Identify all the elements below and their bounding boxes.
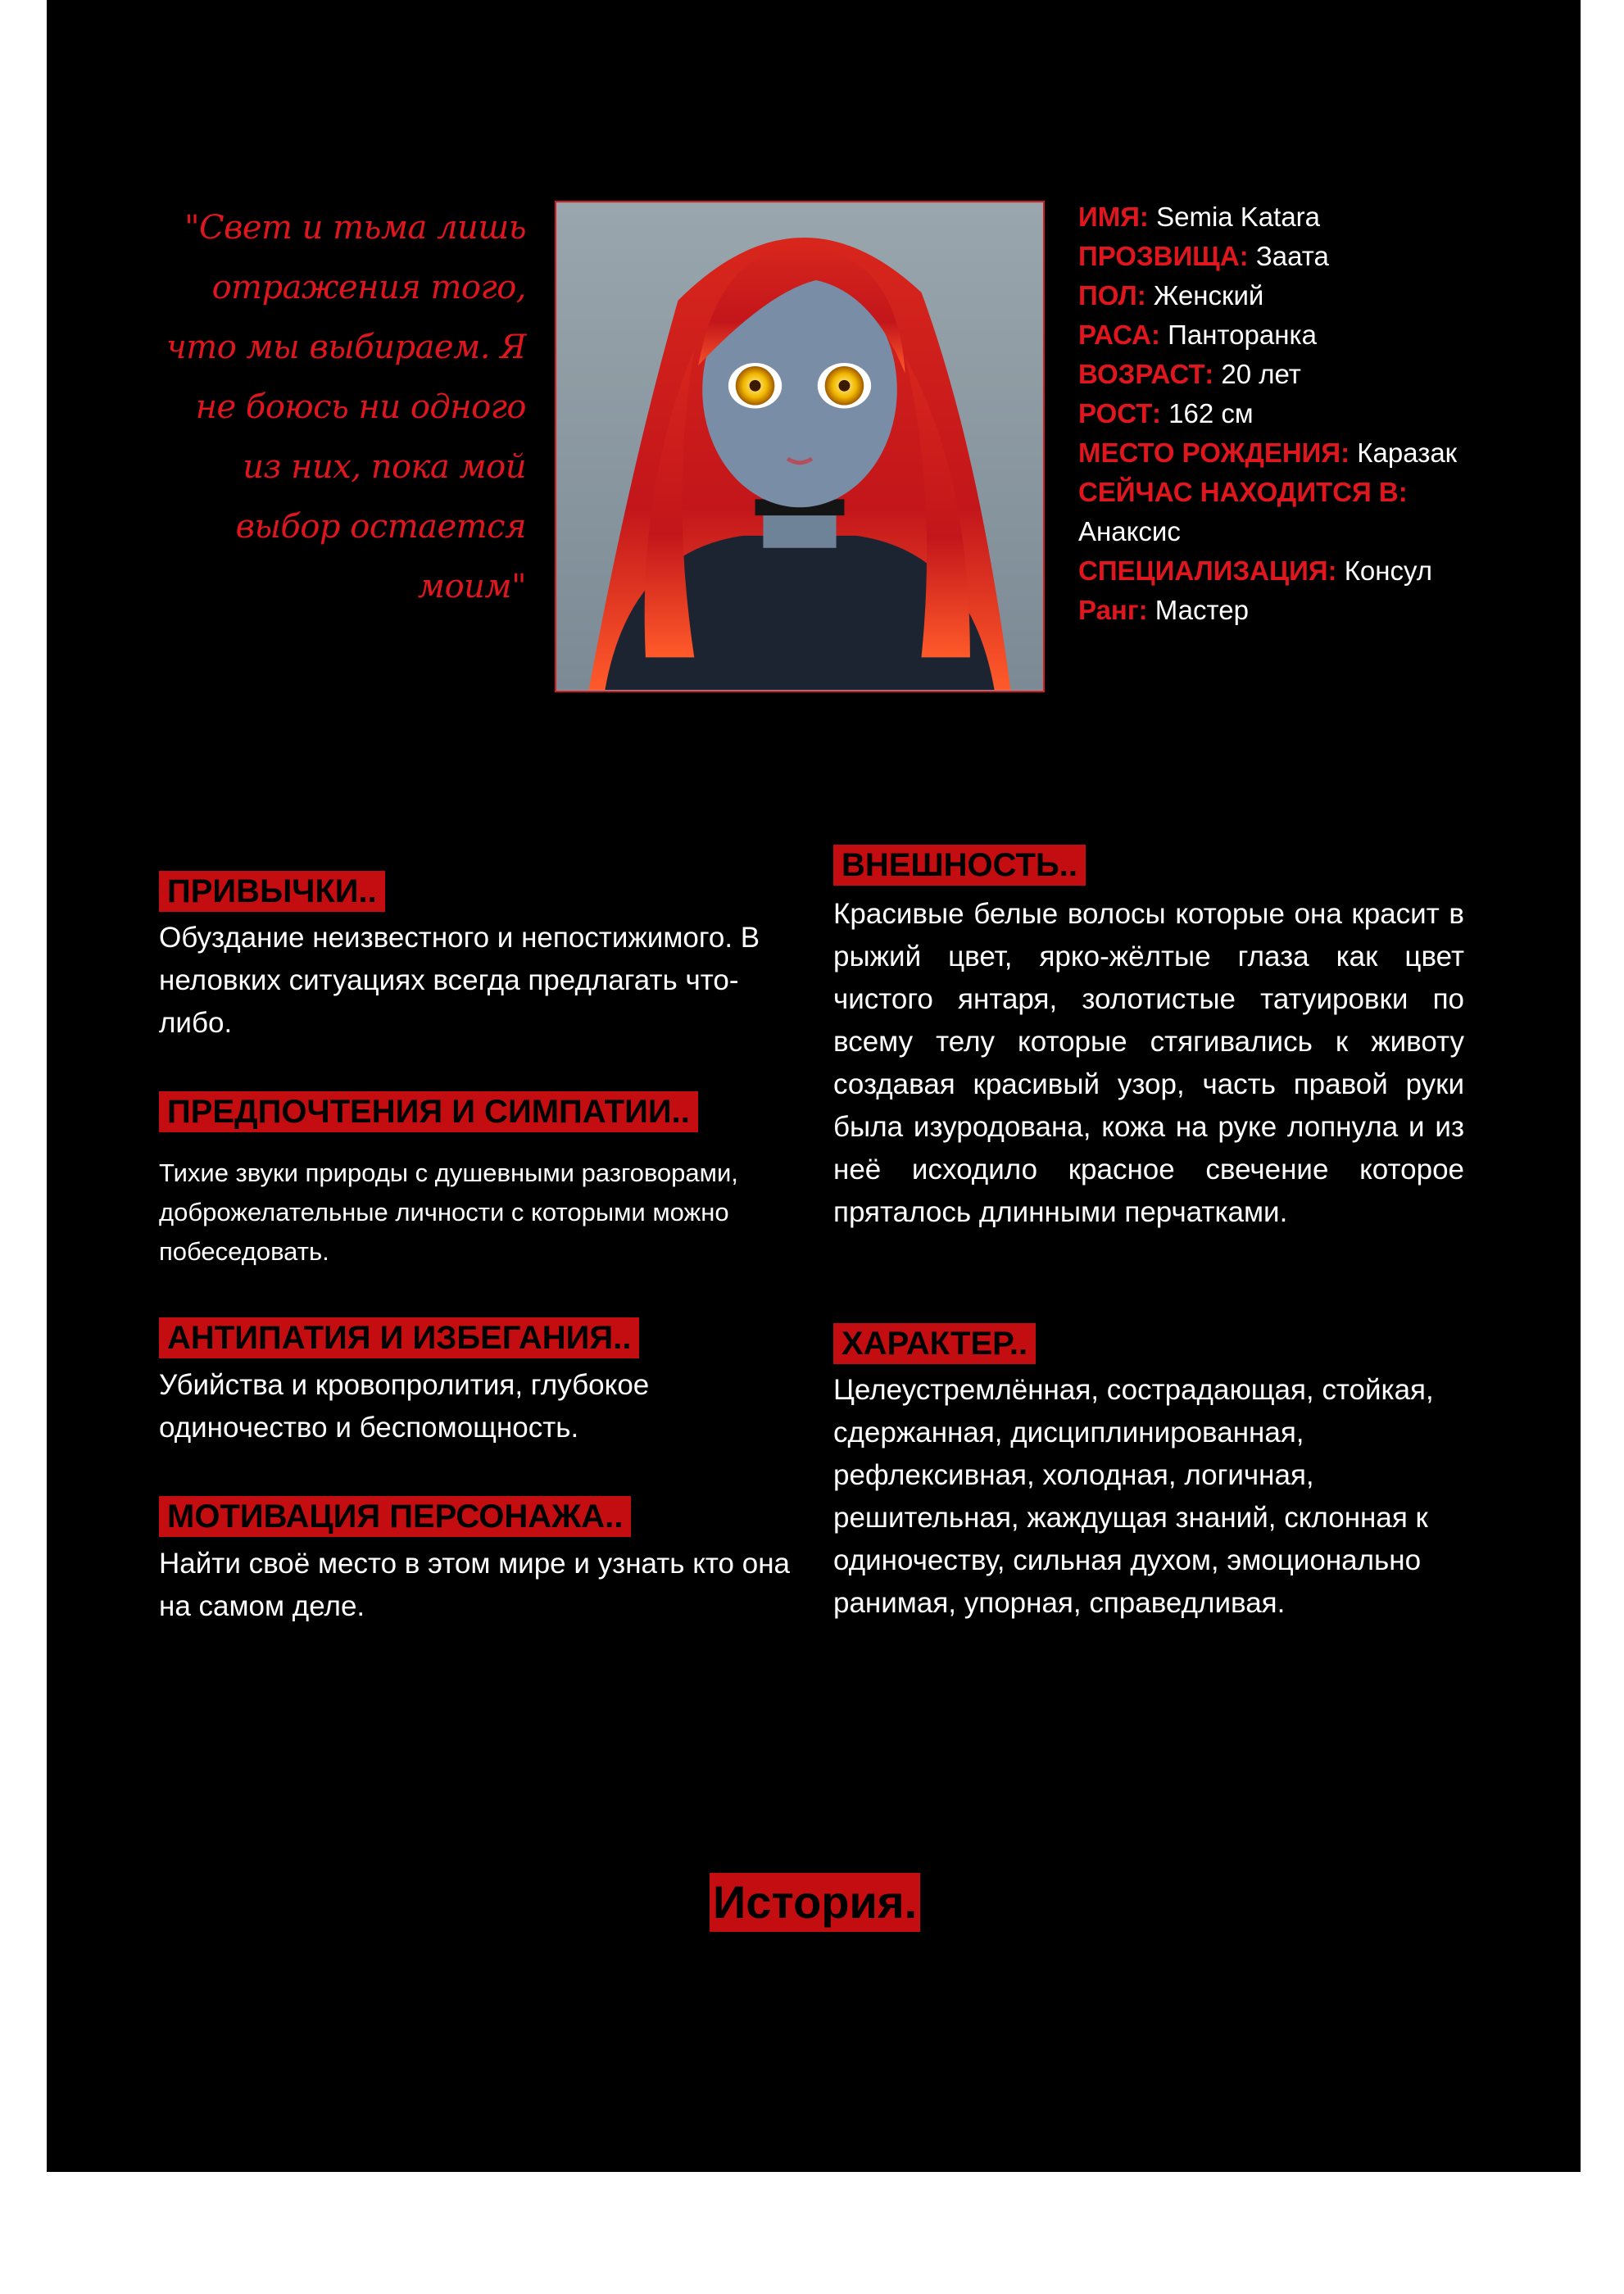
antipathy-text: Убийства и кровопролития, глубокое одиночество и беспомощность.: [159, 1369, 650, 1444]
profile-birthplace: МЕСТО РОЖДЕНИЯ: Каразак: [1078, 437, 1458, 468]
profile-current-location: СЕЙЧАС НАХОДИТСЯ В: Анаксис: [1078, 477, 1408, 546]
motivation-text: Найти своё место в этом мире и узнать кто она на самом деле.: [159, 1548, 790, 1622]
profile-specialization: СПЕЦИАЛИЗАЦИЯ: Консул: [1078, 555, 1433, 586]
profile-gender: ПОЛ: Женский: [1078, 280, 1264, 311]
profile-name: ИМЯ: Semia Katara: [1078, 202, 1321, 232]
preferences-heading: ПРЕДПОЧТЕНИЯ И СИМПАТИИ..: [159, 1091, 698, 1132]
character-quote: "Свет и тьма лишь отражения того, что мы выбираем. Я не боюсь ни одного из них, пока мой выбор остается моим": [166, 209, 526, 605]
antipathy-heading: АНТИПАТИЯ И ИЗБЕГАНИЯ..: [159, 1317, 639, 1358]
profile-info: [1078, 197, 1488, 630]
profile-age: ВОЗРАСТ: 20 лет: [1078, 359, 1301, 389]
character-portrait: [555, 201, 1045, 692]
profile-race: РАСА: Панторанка: [1078, 320, 1317, 350]
profile-height: РОСТ: 162 см: [1078, 398, 1254, 428]
character-text: Целеустремлённая, сострадающая, стойкая, сдержанная, дисциплинированная, рефлексивная, холодная, логичная, решительная, жаждущая знаний, склонная к одиночеству, сильная духом, эмоционально ранимая, упорная, справедливая.: [833, 1374, 1434, 1619]
habits-heading: ПРИВЫЧКИ..: [159, 871, 385, 912]
appearance-text: Красивые белые волосы которые она красит в рыжий цвет, ярко-жёлтые глаза как цвет чистого янтаря, золотистые татуировки по всему телу которые стягивались к животу создавая красивый узор, часть правой руки была изуродована, кожа на руке лопнула и из неё исходило красное свечение которое пряталось длинными перчатками.: [833, 898, 1464, 1228]
motivation-heading: МОТИВАЦИЯ ПЕРСОНАЖА..: [159, 1496, 631, 1537]
habits-text: Обуздание неизвестного и непостижимого. В неловких ситуациях всегда предлагать что-либо.: [159, 922, 760, 1039]
character-heading: ХАРАКТЕР..: [833, 1323, 1036, 1364]
profile-rank: Ранг: Мастер: [1078, 595, 1249, 625]
appearance-heading: ВНЕШНОСТЬ..: [833, 845, 1086, 886]
history-heading: История.: [710, 1873, 920, 1932]
preferences-text: Тихие звуки природы с душевными разговорами, доброжелательные личности с которыми можно побеседовать.: [159, 1158, 738, 1266]
profile-nickname: ПРОЗВИЩА: Заата: [1078, 241, 1329, 271]
